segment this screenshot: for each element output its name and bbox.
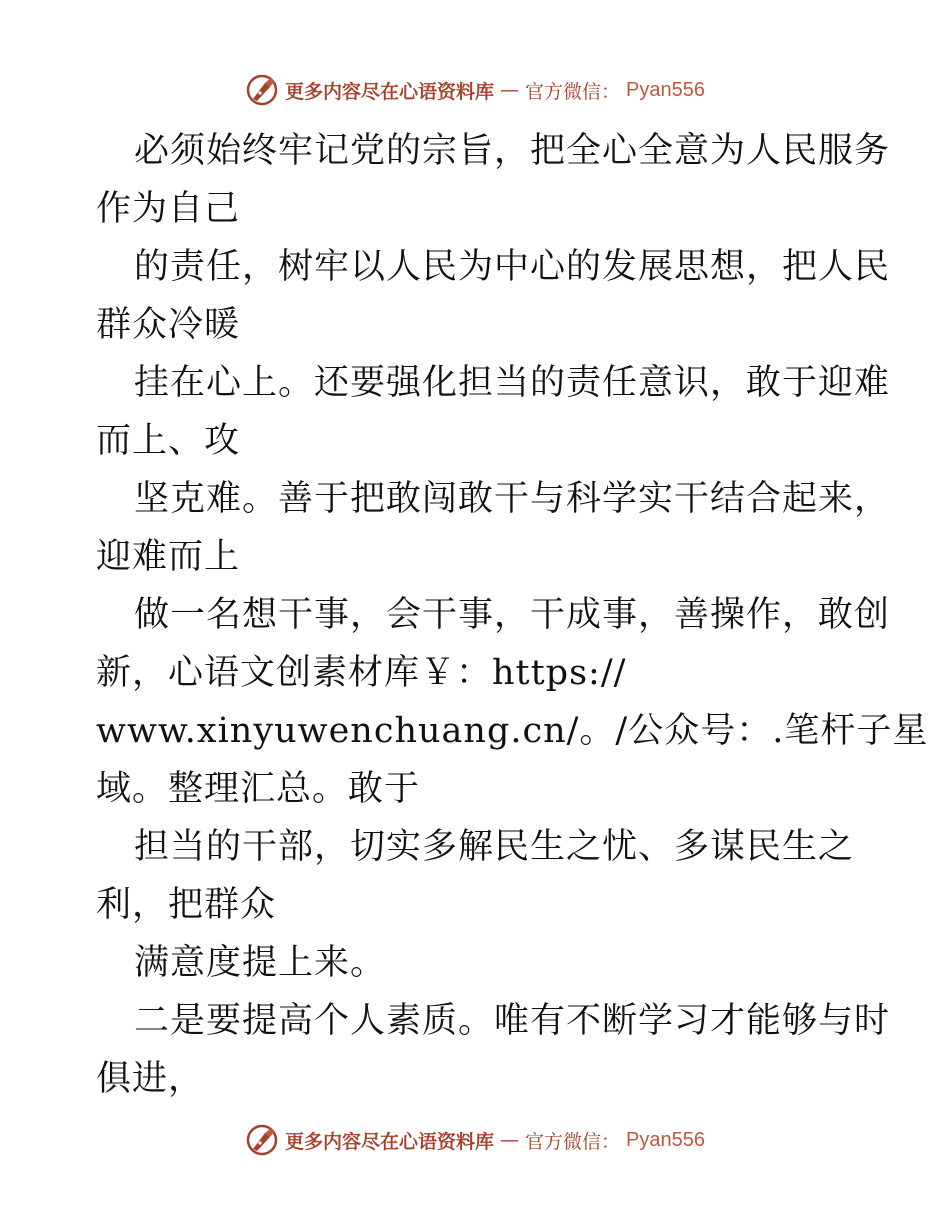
banner-separator: — — [500, 79, 520, 101]
body-line: www.xinyuwenchuang.cn/。/公众号：.笔杆子星 — [96, 711, 929, 751]
header-banner — [0, 70, 950, 110]
body-line: 做一名想干事，会干事，干成事，善操作，敢创 — [134, 595, 891, 635]
banner-brand-text: 更多内容尽在心语资料库 — [285, 1130, 495, 1153]
body-line: 利，把群众 — [96, 885, 277, 925]
document-body — [96, 122, 929, 1108]
body-line: 坚克难。善于把敢闯敢干与科学实干结合起来， — [134, 479, 891, 519]
banner-wechat-id: Pyan556 — [626, 1128, 705, 1151]
banner-wechat-label: 官方微信： — [525, 1130, 621, 1153]
banner-wechat-label: 官方微信： — [525, 80, 621, 103]
body-line: 迎难而上 — [96, 537, 241, 577]
body-line: 群众冷暖 — [96, 305, 241, 345]
pen-nib-logo-icon — [245, 1123, 279, 1157]
body-line: 二是要提高个人素质。唯有不断学习才能够与时 — [134, 1001, 891, 1041]
body-line: 挂在心上。还要强化担当的责任意识，敢于迎难 — [134, 363, 891, 403]
banner-wechat-id: Pyan556 — [626, 78, 705, 101]
banner-brand-text: 更多内容尽在心语资料库 — [285, 80, 495, 103]
body-line: 担当的干部，切实多解民生之忧、多谋民生之 — [134, 827, 855, 867]
pen-nib-logo-icon — [245, 73, 279, 107]
body-line: 满意度提上来。 — [134, 943, 387, 983]
footer-banner — [0, 1120, 950, 1160]
banner-separator: — — [500, 1129, 520, 1151]
body-line: 俱进， — [96, 1059, 205, 1099]
body-line: 作为自己 — [96, 189, 241, 229]
body-line: 新，心语文创素材库￥：https:// — [96, 653, 627, 693]
body-line: 的责任，树牢以人民为中心的发展思想，把人民 — [134, 247, 891, 287]
body-line: 域。整理汇总。敢于 — [96, 769, 421, 809]
body-line: 而上、攻 — [96, 421, 241, 461]
body-line: 必须始终牢记党的宗旨，把全心全意为人民服务 — [134, 131, 891, 171]
